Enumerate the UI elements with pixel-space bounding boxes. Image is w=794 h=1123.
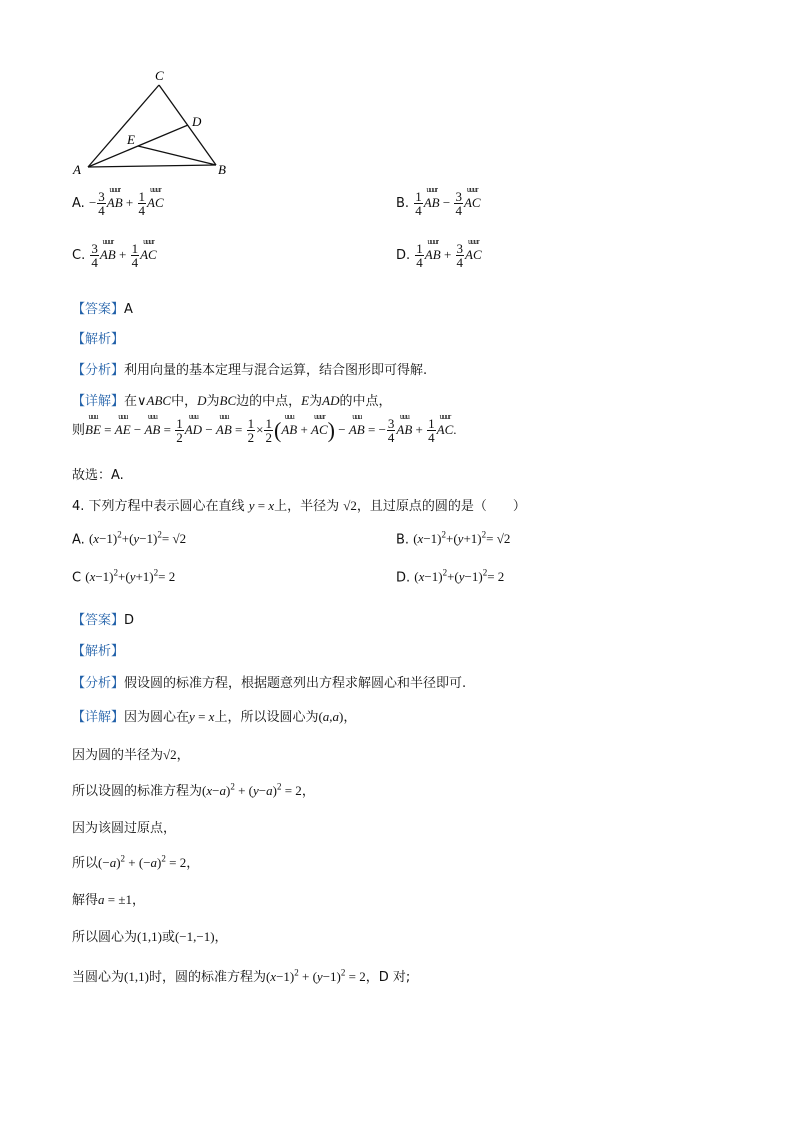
label-A: A [73, 162, 81, 177]
xiangjie-tag: 【详解】 [72, 710, 125, 725]
q3-option-d: D. $\frac{1}{4}$ uuur AB + $\frac{3}{4}$ uuur AC [396, 242, 482, 269]
text: 因为圆的半径为 [72, 748, 164, 763]
option-label: A. [72, 196, 85, 211]
text: 为 [206, 394, 220, 409]
answer-value: D [124, 613, 135, 628]
text: 所以设圆的标准方程为 [72, 784, 203, 799]
q3-derivation: 则uuu BE = uuu AE − uuu AB = $\frac{1}{2}$ uuu AD − uuu AB = $\frac{1}{2}$ × $\frac{1}{2}$ (uuu AB + uuur AC) − uuu AB = − $\frac{3}{4}$ uuu AB + $\frac{1}{4}$ uuur AC. [72, 417, 457, 444]
text: ，且过原点的圆的是（ ） [356, 499, 526, 514]
q4-option-c: C $(x-1)^2+(y+1)^2= 2$ [72, 568, 176, 586]
q4-line5: 所以$(-a)^2 + (-a)^2 = 2$， [72, 853, 200, 871]
q3-option-c: C. $\frac{3}{4}$ uuur AB + $\frac{1}{4}$ uuur AC [72, 242, 157, 269]
text: 为 [309, 394, 323, 409]
q4-stem: 4. 下列方程中表示圆心在直线 y = x上，半径为 √2，且过原点的圆的是（ ） [72, 498, 526, 514]
option-label: C. [72, 248, 86, 263]
text: 则 [72, 423, 86, 438]
label-D: D [192, 114, 202, 129]
text: 因为圆心在 [124, 710, 190, 725]
text: ，D 对; [365, 970, 411, 985]
q3-answer [72, 298, 133, 317]
text: 解得 [72, 893, 99, 908]
text: 或 [161, 930, 175, 945]
fenxi-tag: 【分析】 [72, 363, 125, 378]
text: 时，圆的标准方程为 [148, 970, 266, 985]
fenxi-tag: 【分析】 [72, 676, 125, 691]
option-label: D. [396, 570, 411, 586]
text: 4. 下列方程中表示圆心在直线 [72, 499, 245, 514]
q4-line8: 当圆心为(1,1)时，圆的标准方程为$(x-1)^2 + (y-1)^2 = 2$，D 对; [72, 967, 411, 985]
q4-line7: 所以圆心为(1,1)或(−1,−1)， [72, 929, 228, 945]
q4-option-b: B. $(x-1)^2+(y+1)^2= √2$ [396, 530, 511, 548]
xiangjie-tag: 【详解】 [72, 394, 125, 409]
option-label: A. [72, 532, 85, 548]
text: 的中点， [339, 394, 392, 409]
q4-option-a: A. $(x-1)^2+(y-1)^2= √2$ [72, 530, 187, 548]
q4-line2: 因为圆的半径为√2， [72, 747, 190, 763]
text: 当圆心为 [72, 970, 125, 985]
q4-answer [72, 609, 134, 628]
fenxi-text: 假设圆的标准方程，根据题意列出方程求解圆心和半径即可. [124, 676, 467, 691]
option-label: D. [396, 248, 411, 263]
q3-fenxi [72, 359, 427, 378]
text: 边的中点， [236, 394, 302, 409]
q4-line6: 解得a = ±1， [72, 892, 145, 908]
q4-line3: 所以设圆的标准方程为$(x-a)^2 + (y-a)^2 = 2$， [72, 781, 315, 799]
q3-jiexi: 【解析】 [72, 332, 125, 347]
text: 中， [171, 394, 198, 409]
option-label: C [72, 570, 82, 586]
q4-jiexi: 【解析】 [72, 644, 125, 659]
text: 所以 [72, 856, 99, 871]
q4-xiangjie: 【详解】因为圆心在y = x上，所以设圆心为(a,a)， [72, 709, 357, 725]
q4-fenxi [72, 672, 466, 691]
answer-tag: 【答案】 [72, 302, 125, 317]
option-label: B. [396, 196, 410, 211]
label-B: B [218, 162, 226, 177]
side-AC [88, 85, 159, 167]
text: 在∨ [124, 394, 147, 409]
q3-option-a: A. − $\frac{3}{4}$ uuur AB + $\frac{1}{4}$ uuur AC [72, 190, 164, 217]
q4-line4: 因为该圆过原点， [72, 821, 177, 836]
q4-option-d: D. $(x-1)^2+(y-1)^2= 2$ [396, 568, 505, 586]
option-label: B. [396, 532, 410, 548]
side-AB [88, 165, 216, 167]
q3-xiangjie: 【详解】在∨ABC中，D为BC边的中点，E为AD的中点， [72, 393, 392, 409]
answer-tag: 【答案】 [72, 613, 125, 628]
text: 所以圆心为 [72, 930, 138, 945]
answer-value: A [124, 302, 133, 317]
label-E: E [127, 132, 135, 147]
q3-option-b: B. $\frac{1}{4}$ uuur AB − $\frac{3}{4}$ uuur AC [396, 190, 481, 217]
q3-guxuan: 故选：A. [72, 468, 124, 483]
triangle-figure [70, 68, 240, 180]
fenxi-text: 利用向量的基本定理与混合运算，结合图形即可得解. [124, 363, 428, 378]
text: 上，所以设圆心为 [214, 710, 319, 725]
label-C: C [155, 68, 164, 83]
text: 上，半径为 [274, 499, 340, 514]
